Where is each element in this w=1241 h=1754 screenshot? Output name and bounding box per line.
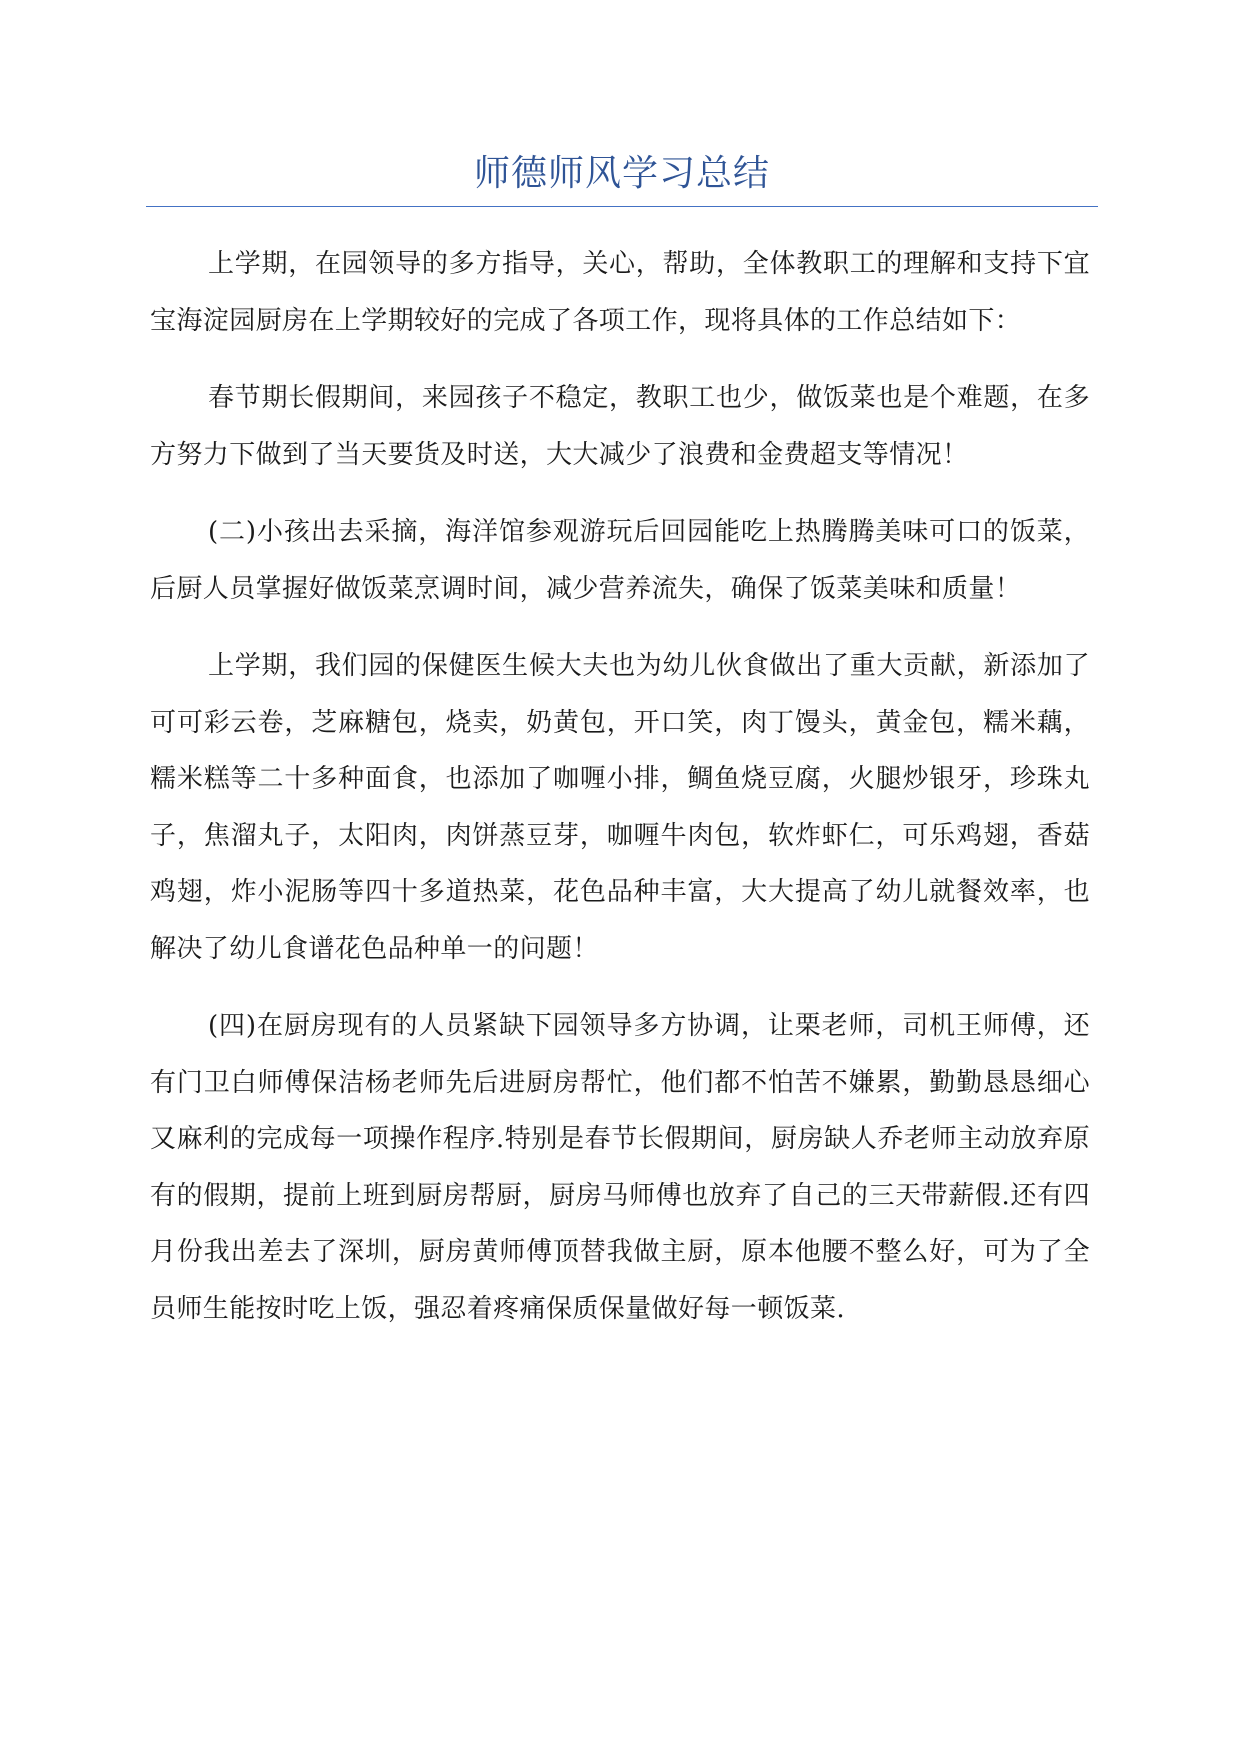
document-title: 师德师风学习总结 xyxy=(473,153,770,194)
paragraph-intro: 上学期，在园领导的多方指导，关心，帮助，全体教职工的理解和支持下宜宝海淀园厨房在上学期较好的完成了各项工作，现将具体的工作总结如下： xyxy=(150,249,1090,336)
paragraph-spring-festival: 春节期长假期间，来园孩子不稳定，教职工也少，做饭菜也是个难题，在多方努力下做到了当天要货及时送，大大减少了浪费和金费超支等情况！ xyxy=(150,383,1090,470)
paragraph-menu: 上学期，我们园的保健医生候大夫也为幼儿伙食做出了重大贡献，新添加了可可彩云卷，芝麻糖包，烧卖，奶黄包，开口笑，肉丁馒头，黄金包，糯米藕，糯米糕等二十多种面食，也添加了咖喱小排，鲷鱼烧豆腐，火腿炒银牙，珍珠丸子，焦溜丸子，太阳肉，肉饼蒸豆芽，咖喱牛肉包，软炸虾仁，可乐鸡翅，香菇鸡翅，炸小泥肠等四十多道热菜，花色品种丰富，大大提高了幼儿就餐效率，也解决了幼儿食谱花色品种单一的问题！ xyxy=(150,651,1090,964)
paragraph-section-two: (二)小孩出去采摘，海洋馆参观游玩后回园能吃上热腾腾美味可口的饭菜，后厨人员掌握好做饭菜烹调时间，减少营养流失，确保了饭菜美味和质量！ xyxy=(150,517,1090,604)
paragraph-section-four: (四)在厨房现有的人员紧缺下园领导多方协调，让栗老师，司机王师傅，还有门卫白师傅保洁杨老师先后进厨房帮忙，他们都不怕苦不嫌累，勤勤恳恳细心又麻利的完成每一项操作程序.特别是春节长假期间，厨房缺人乔老师主动放弃原有的假期，提前上班到厨房帮厨，厨房马师傅也放弃了自己的三天带薪假.还有四月份我出差去了深圳，厨房黄师傅顶替我做主厨，原本他腰不整么好，可为了全员师生能按时吃上饭，强忍着疼痛保质保量做好每一顿饭菜. xyxy=(150,1011,1090,1324)
document-body xyxy=(150,236,1090,1358)
title-underline xyxy=(146,206,1098,207)
